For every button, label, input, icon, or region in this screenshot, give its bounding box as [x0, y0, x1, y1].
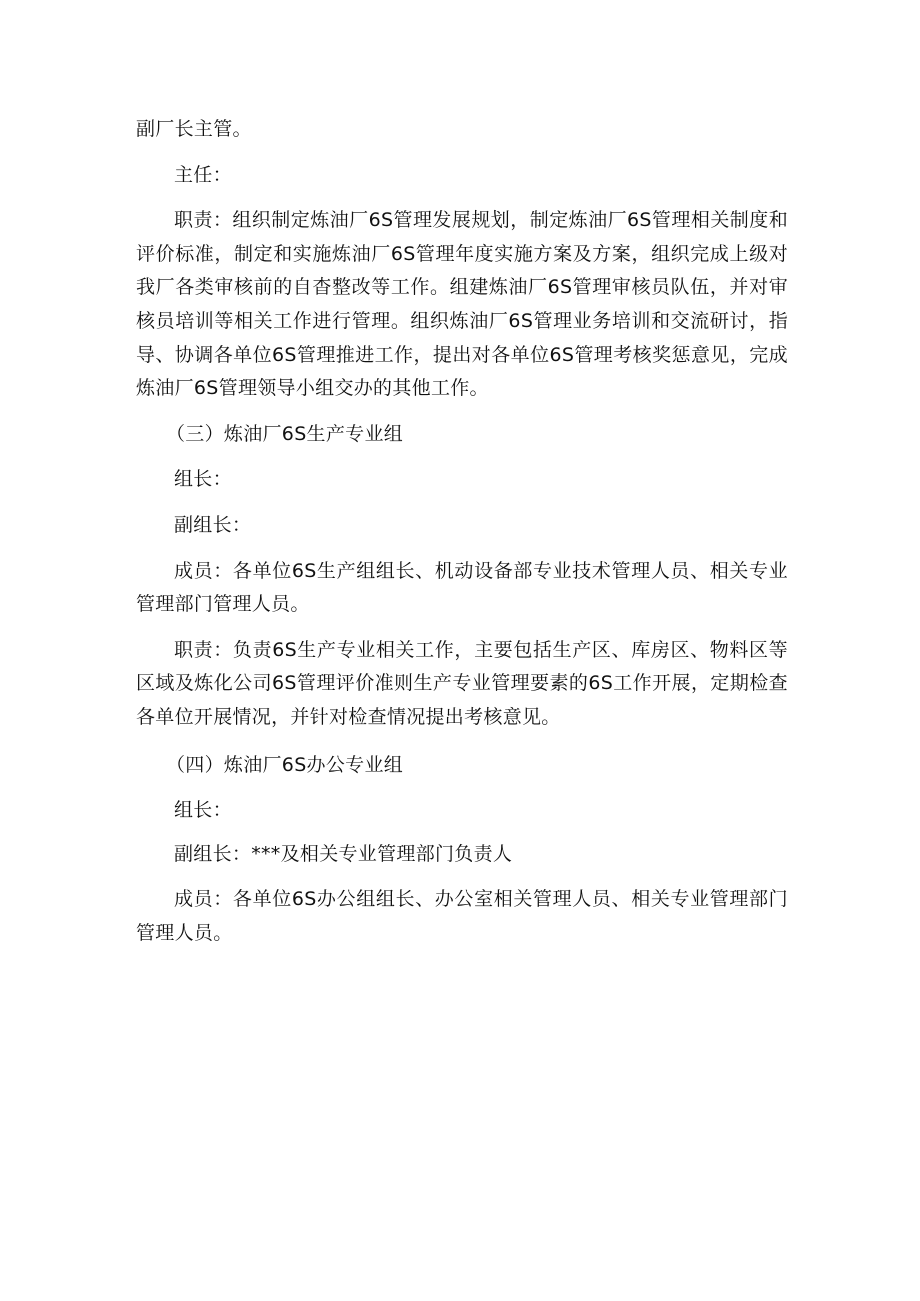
paragraph-deputy-director: 副厂长主管。	[136, 118, 252, 140]
document-body	[136, 113, 788, 950]
section-heading-production-group: （三）炼油厂6S生产专业组	[166, 422, 404, 445]
paragraph-production-leader: 组长：	[174, 468, 232, 491]
paragraph-office-leader: 组长：	[174, 799, 232, 822]
paragraph-office-deputy-leader: 副组长：***及相关专业管理部门负责人	[174, 842, 513, 865]
paragraph-office-members: 成员：各单位6S办公组组长、办公室相关管理人员、相关专业管理部门管理人员。	[136, 888, 788, 944]
paragraph-production-members: 成员：各单位6S生产组组长、机动设备部专业技术管理人员、相关专业管理部门管理人员。	[136, 559, 788, 616]
paragraph-director: 主任：	[174, 163, 232, 186]
paragraph-production-duties: 职责：负责6S生产专业相关工作，主要包括生产区、库房区、物料区等区域及炼化公司6S管理评价准则生产专业管理要素的6S工作开展，定期检查各单位开展情况，并针对检查情况提出考核意见。	[136, 638, 788, 728]
section-heading-office-group: （四）炼油厂6S办公专业组	[166, 753, 404, 776]
paragraph-production-deputy-leader: 副组长：	[174, 513, 252, 536]
paragraph-director-duties: 职责：组织制定炼油厂6S管理发展规划，制定炼油厂6S管理相关制度和评价标准，制定和实施炼油厂6S管理年度实施方案及方案，组织完成上级对我厂各类审核前的自杳整改等工作。组建炼油厂6S管理审核员队伍，并对审核员培训等相关工作进行管理。组织炼油厂6S管理业务培训和交流研讨，指导、协调各单位6S管理推进工作，提出对各单位6S管理考核奖惩意见，完成炼油厂6S管理领导小组交办的其他工作。	[136, 209, 788, 400]
